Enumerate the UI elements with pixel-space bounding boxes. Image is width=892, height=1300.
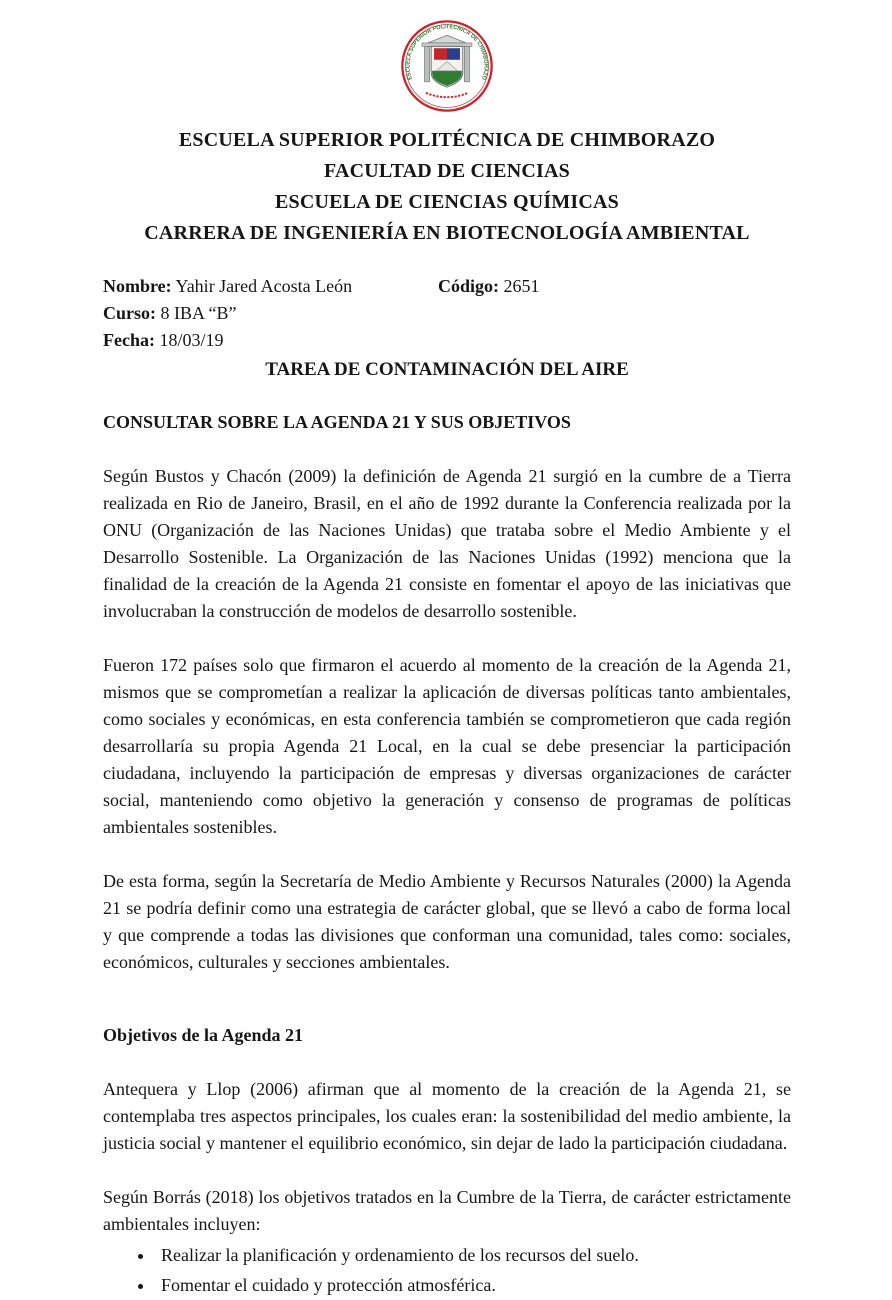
student-info bbox=[103, 273, 791, 354]
seal-flag-blue bbox=[447, 48, 460, 60]
list-item-suelo: • Realizar la planificación y ordenamiento de los recursos del suelo. bbox=[155, 1240, 791, 1270]
seal-curved-textpath: ESCUELA SUPERIOR POLITÉCNICA DE CHIMBORAZO bbox=[405, 24, 489, 81]
logo-container bbox=[103, 18, 791, 119]
codigo-label: Código: bbox=[438, 276, 500, 296]
paragraph-antequera-llop: Antequera y Llop (2006) afirman que al momento de la creación de la Agenda 21, se contemplaba tres aspectos principales, los cuales eran: la sostenibilidad del medio ambiente, la justicia social y mantener el equilibrio económico, sin dejar de lado la participación ciudadana. bbox=[103, 1079, 791, 1153]
paragraph-172-countries: Fueron 172 países solo que firmaron el acuerdo al momento de la creación de la Agenda 21, mismos que se comprometían a realizar la aplicación de diversas políticas tanto ambientales, como sociales y económicas, en esta conferencia también se comprometieron que cada región desarrollaría su propia Agenda 21 Local, en la cual se debe presenciar la participación ciudadana, incluyendo la participación de empresas y diversas organizaciones de carácter social, manteniendo como objetivo la generación y consenso de programas de políticas ambientales sostenibles. bbox=[103, 655, 791, 837]
paragraph-semarnat: De esta forma, según la Secretaría de Medio Ambiente y Recursos Naturales (2000) la Agenda 21 se podría definir como una estrategia de carácter global, que se llevó a cabo de forma local y que comprende a todas las divisiones que conforman una comunidad, tales como: sociales, económicos, culturales y secciones ambientales. bbox=[103, 871, 791, 972]
paragraph-agenda-definition: Según Bustos y Chacón (2009) la definición de Agenda 21 surgió en la cumbre de a Tierra realizada en Rio de Janeiro, Brasil, en el año de 1992 durante la Conferencia realizada por la ONU (Organización de las Naciones Unidas) que trataba sobre el Medio Ambiente y el Desarrollo Sostenible. La Organización de las Naciones Unidas (1992) menciona que la finalidad de la creación de la Agenda 21 consiste en fomentar el apoyo de las iniciativas que involucraban la construcción de modelos de desarrollo sostenible. bbox=[103, 466, 791, 621]
fecha-value: 18/03/19 bbox=[159, 330, 224, 350]
paragraph-borras-intro: Según Borrás (2018) los objetivos tratados en la Cumbre de la Tierra, de carácter estrictamente ambientales incluyen: bbox=[103, 1187, 791, 1234]
nombre-label: Nombre: bbox=[103, 276, 172, 296]
seal-green-field bbox=[432, 71, 462, 86]
document-header bbox=[103, 125, 791, 249]
header-line-school: ESCUELA DE CIENCIAS QUÍMICAS bbox=[274, 191, 619, 213]
codigo-value: 2651 bbox=[503, 276, 540, 296]
info-row-nombre bbox=[103, 273, 791, 300]
info-row-fecha bbox=[103, 327, 791, 354]
objectives-list bbox=[103, 1240, 791, 1300]
seal-banner bbox=[426, 93, 468, 97]
seal-shield bbox=[422, 35, 472, 87]
subsection-heading-objetivos: Objetivos de la Agenda 21 bbox=[103, 1025, 304, 1045]
codigo-field bbox=[438, 273, 540, 300]
section-heading: CONSULTAR SOBRE LA AGENDA 21 Y SUS OBJETIVOS bbox=[103, 412, 571, 432]
list-item-atmosfera: • Fomentar el cuidado y protección atmosférica. bbox=[155, 1270, 791, 1300]
espoch-seal-logo bbox=[399, 18, 495, 114]
seal-column-right bbox=[464, 46, 469, 82]
seal-column-left bbox=[424, 46, 429, 82]
curso-value: 8 IBA “B” bbox=[160, 303, 237, 323]
seal-flag-red bbox=[434, 48, 447, 60]
nombre-value: Yahir Jared Acosta León bbox=[175, 276, 353, 296]
header-line-faculty: FACULTAD DE CIENCIAS bbox=[324, 160, 570, 182]
header-line-institution: ESCUELA SUPERIOR POLITÉCNICA DE CHIMBORAZO bbox=[178, 129, 716, 151]
info-row-curso bbox=[103, 300, 791, 327]
assignment-title: TAREA DE CONTAMINACIÓN DEL AIRE bbox=[265, 359, 629, 380]
curso-label: Curso: bbox=[103, 303, 156, 323]
fecha-label: Fecha: bbox=[103, 330, 155, 350]
header-line-career: CARRERA DE INGENIERÍA EN BIOTECNOLOGÍA AMBIENTAL bbox=[144, 222, 750, 244]
